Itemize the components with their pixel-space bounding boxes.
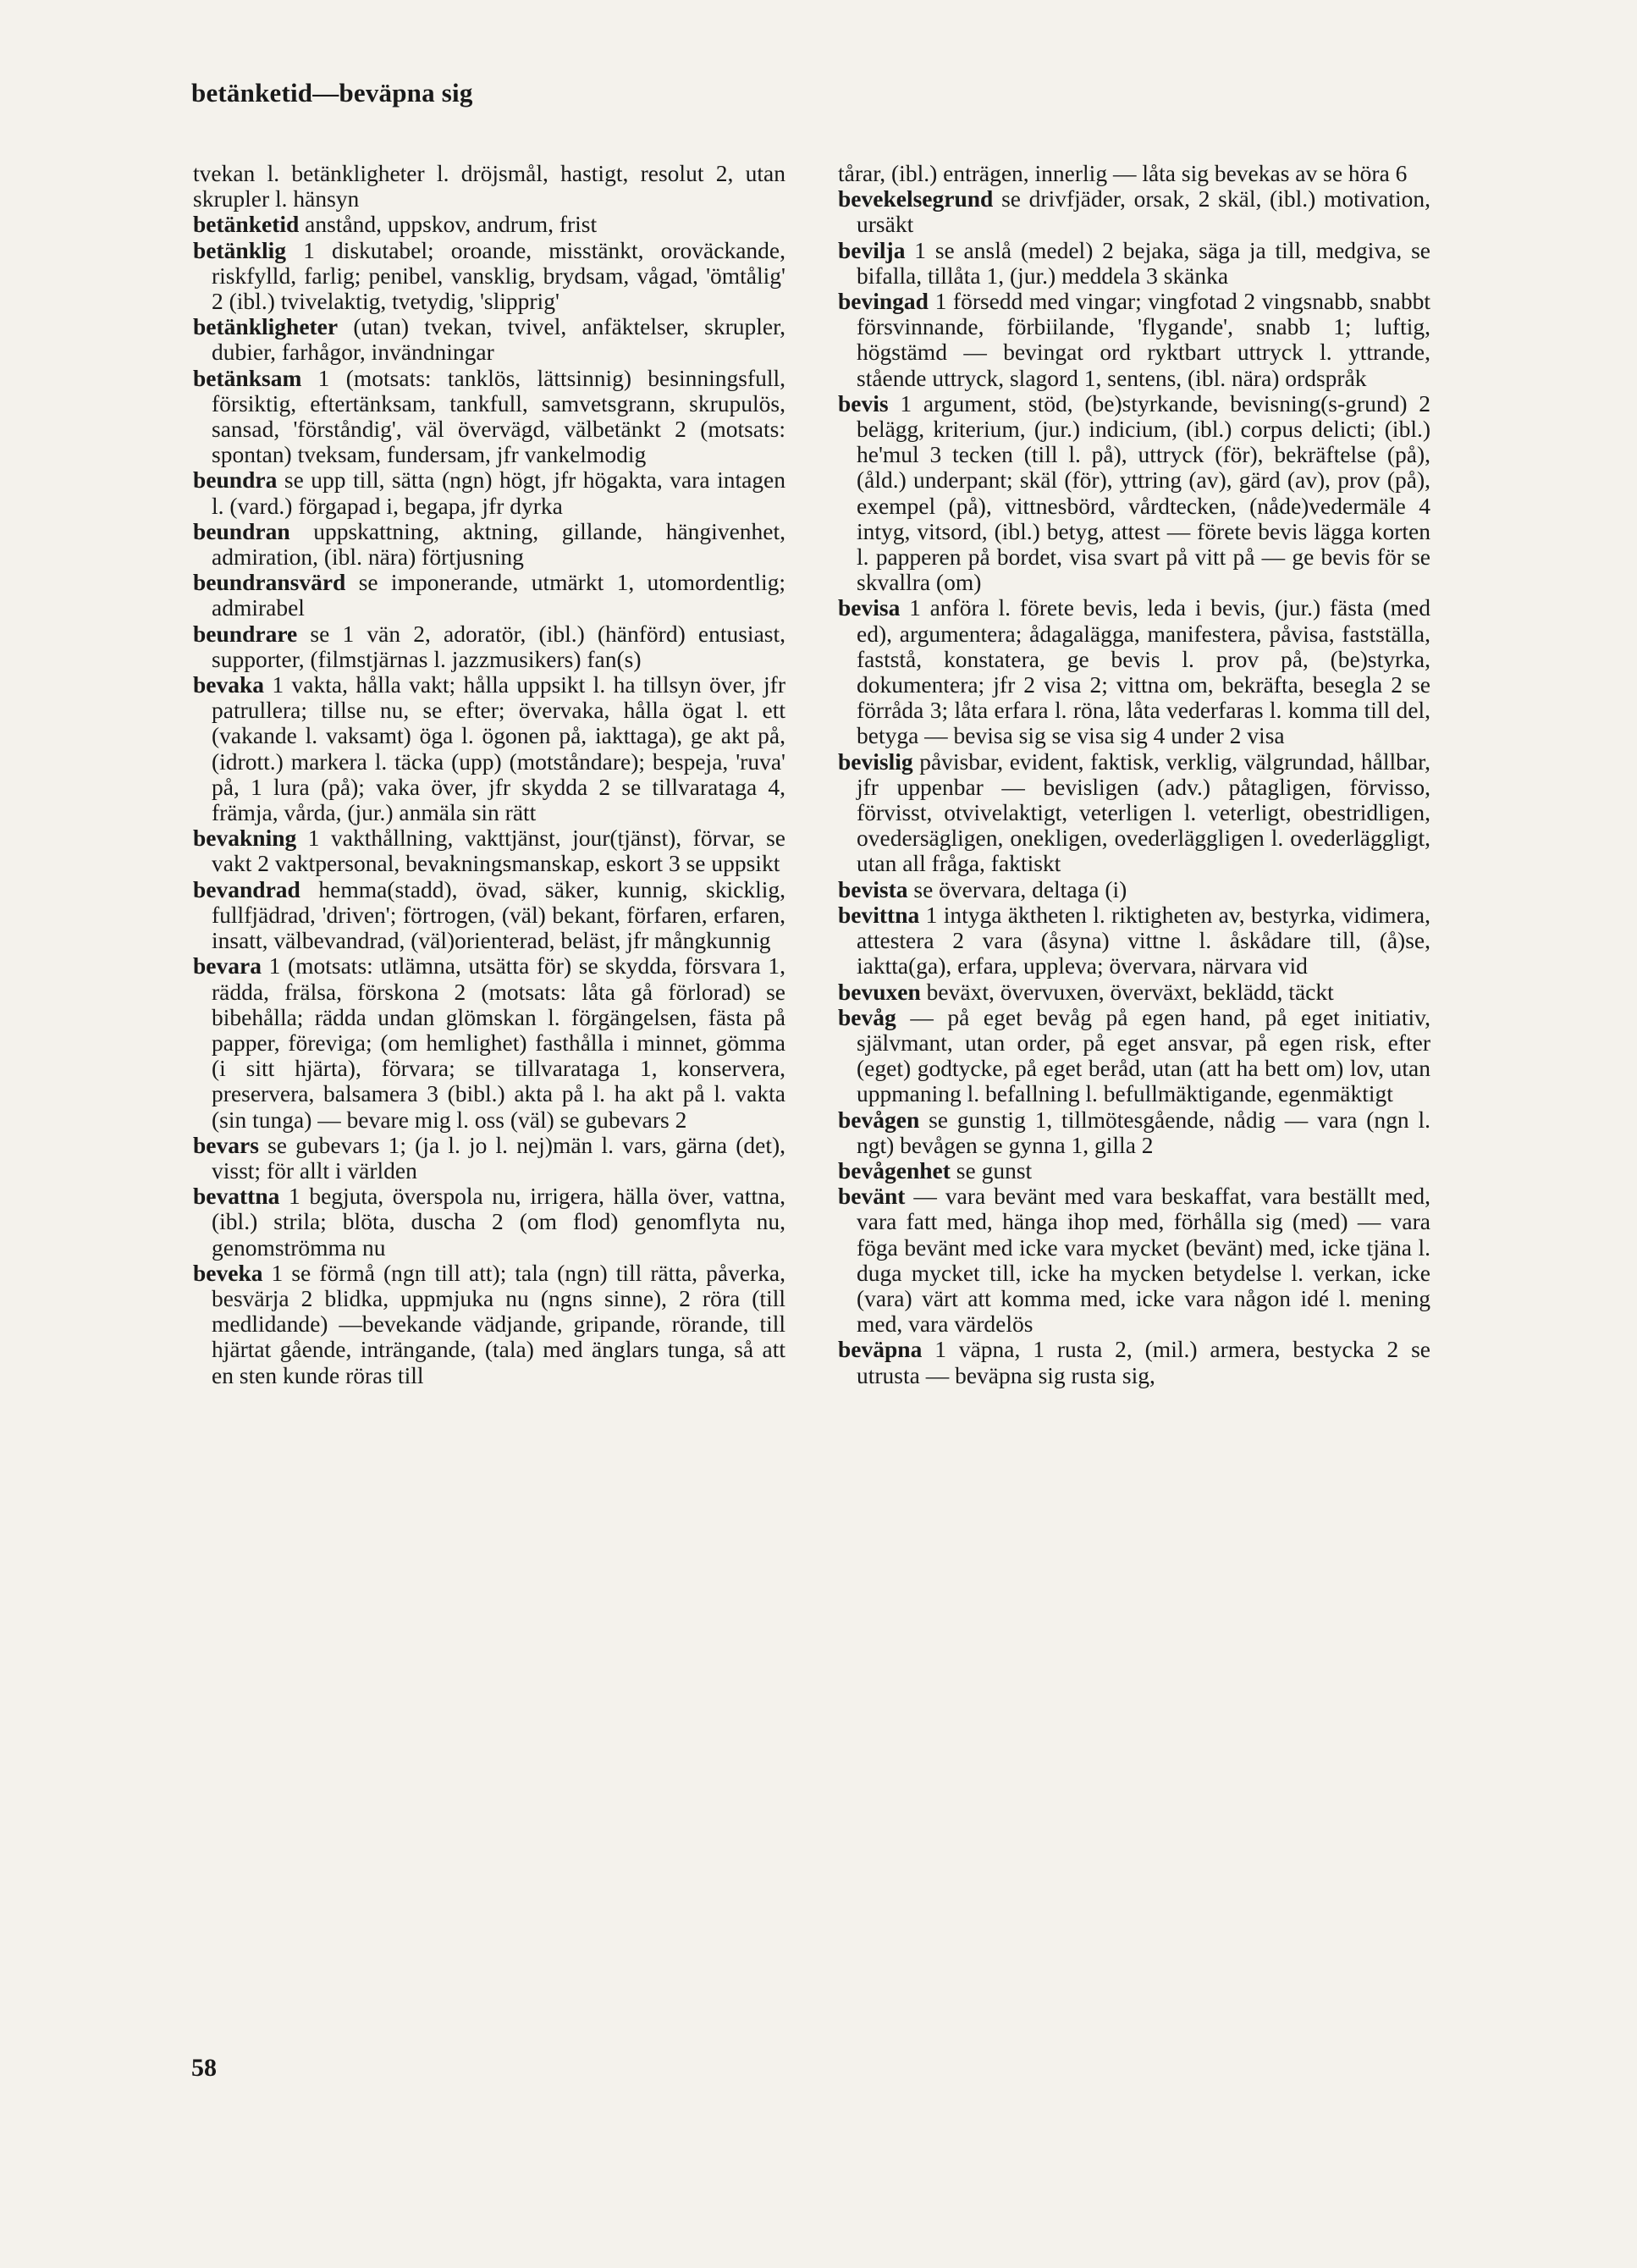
dictionary-entry (838, 979, 1430, 1005)
entry-definition: se gubevars 1; (ja l. jo l. nej)män l. vars, gärna (det), visst; för allt i världen (212, 1131, 786, 1184)
dictionary-entry (838, 902, 1430, 979)
entry-definition: (utan) tvekan, tvivel, anfäktelser, skrupler, dubier, farhågor, invändningar (212, 313, 786, 366)
dictionary-entry (838, 289, 1430, 391)
entry-definition: se upp till, sätta (ngn) högt, jfr högakta, vara intagen l. (vard.) förgapad i, begapa, jfr dyrka (212, 466, 786, 519)
dictionary-entry (838, 1184, 1430, 1337)
dictionary-entry (838, 1337, 1430, 1388)
entry-definition: 1 diskutabel; oroande, misstänkt, oroväckande, riskfylld, farlig; penibel, vansklig, brydsam, vågad, 'ömtålig' 2 (ibl.) tvivelaktig, tvetydig, 'slipprig' (212, 236, 785, 315)
entry-definition: se drivfjäder, orsak, 2 skäl, (ibl.) motivation, ursäkt (857, 185, 1431, 238)
dictionary-entry (193, 212, 785, 237)
entry-definition: hemma(stadd), övad, säker, kunnig, skicklig, fullfjädrad, 'driven'; förtrogen, (väl) bekant, förfaren, erfaren, insatt, välbevandrad, (väl)orienterad, beläst, jfr mångkunnig (212, 875, 786, 954)
headword: bevingad (838, 288, 929, 315)
entry-definition: tvekan l. betänkligheter l. dröjsmål, hastigt, resolut 2, utan skrupler l. hänsyn (193, 160, 785, 212)
headword: betänketid (193, 211, 300, 238)
entry-definition: se gunstig 1, tillmötesgående, nådig — vara (ngn l. ngt) bevågen se gynna 1, gilla 2 (857, 1106, 1430, 1158)
entry-definition: påvisbar, evident, faktisk, verklig, välgrundad, hållbar, jfr uppenbar — bevisligen (adv.) påtagligen, förvisso, förvisst, otvivelaktigt, veterligen l. veterligt, obestridligen, ovedersägligen, onekligen, ovederläggligen l. ovederläggligt, utan all fråga, faktiskt (857, 748, 1431, 877)
right-column (838, 161, 1430, 1388)
dictionary-entry (193, 366, 785, 468)
headword: betänksam (193, 364, 302, 391)
entry-definition: beväxt, övervuxen, överväxt, beklädd, täckt (926, 978, 1334, 1005)
entry-definition: 1 se förmå (ngn till att); tala (ngn) till rätta, påverka, besvärja 2 blidka, uppmjuka nu (ngns sinne), 2 röra (till medlidande) —bevekande vädjande, gripande, rörande, till hjärtat gående, inträngande, (tala) med änglars tunga, så att en sten kunde röras till (212, 1259, 785, 1388)
dictionary-entry (193, 161, 785, 212)
dictionary-entry (838, 749, 1430, 877)
dictionary-entry (193, 467, 785, 518)
entry-definition: se imponerande, utmärkt 1, utomordentlig; admirabel (212, 569, 785, 621)
headword: bevittna (838, 901, 920, 928)
entry-definition: 1 vakta, hålla vakt; hålla uppsikt l. ha tillsyn över, jfr patrullera; tillse nu, se efter; övervaka, hålla ögat l. ett (vakande l. vaksamt) öga l. ögonen på, iakttaga), ge akt på, (idrott.) markera l. täcka (upp) (motståndare); bespeja, 'ruva' på, 1 lura (på); vaka över, jfr skydda 2 se tillvarataga 4, främja, vårda, (jur.) anmäla sin rätt (212, 671, 786, 826)
dictionary-entry (193, 1133, 785, 1184)
entry-definition: 1 se anslå (medel) 2 bejaka, säga ja till, medgiva, se bifalla, tillåta 1, (jur.) meddela 3 skänka (857, 236, 1430, 289)
entry-definition: 1 begjuta, överspola nu, irrigera, hälla över, vattna, (ibl.) strila; blöta, duscha 2 (om flod) genomflyta nu, genomströmma nu (212, 1183, 786, 1261)
entry-definition: uppskattning, aktning, gillande, hängivenhet, admiration, (ibl. nära) förtjusning (212, 517, 785, 571)
headword: bevuxen (838, 978, 921, 1005)
headword: beundran (193, 517, 290, 544)
dictionary-entry (193, 314, 785, 365)
entry-definition: 1 väpna, 1 rusta 2, (mil.) armera, bestycka 2 se utrusta — beväpna sig rusta sig, (857, 1336, 1431, 1388)
entry-definition: 1 argument, stöd, (be)styrkande, bevisning(s-grund) 2 belägg, kriterium, (jur.) indicium, (ibl.) corpus delicti; (ibl.) he'mul 3 tecken (till l. på), uttryck (för), bekräftelse (på), (åld.) underpant; skäl (för), yttring (av), gärd (av), prov (på), exempel (på), vittnesbörd, vårdtecken, (nåde)vedermäle 4 intyg, vitsord, (ibl.) betyg, attest — förete bevis lägga korten l. papperen på bordet, visa svart på vitt på — ge bevis för se skvallra (om) (857, 389, 1431, 596)
entry-definition: 1 anföra l. förete bevis, leda i bevis, (jur.) fästa (med ed), argumentera; ådagalägga, manifestera, påvisa, fastställa, faststå, konstatera, ge bevis l. prov på, (be)styrka, dokumentera; jfr 2 visa 2; vittna om, bekräfta, besegla 2 se förråda 3; låta erfara l. röna, låta vederfaras l. komma till del, betyga — bevisa sig se visa sig 4 under 2 visa (857, 594, 1431, 749)
dictionary-entry (838, 1107, 1430, 1158)
dictionary-entry (193, 953, 785, 1132)
dictionary-entry (193, 238, 785, 315)
dictionary-entry (838, 595, 1430, 748)
headword: bevänt (838, 1183, 906, 1210)
headword: bevågen (838, 1106, 920, 1133)
entry-definition: 1 (motsats: tanklös, lättsinnig) besinningsfull, försiktig, eftertänksam, tankfull, samvetsgrann, skrupulös, sansad, 'förståndig', väl övervägd, välbetänkt 2 (motsats: spontan) tveksam, fundersam, jfr vankelmodig (212, 364, 785, 468)
running-head: betänketid—beväpna sig (191, 78, 473, 108)
dictionary-entry (193, 825, 785, 876)
entry-definition: 1 vakthållning, vakttjänst, jour(tjänst), förvar, se vakt 2 vaktpersonal, bevakningsmanskap, eskort 3 se uppsikt (212, 825, 786, 877)
headword: bevars (193, 1131, 259, 1158)
entry-definition: tårar, (ibl.) enträgen, innerlig — låta sig bevekas av se höra 6 (838, 160, 1408, 186)
dictionary-entry (193, 877, 785, 954)
left-column (193, 161, 785, 1388)
headword: bevisa (838, 594, 901, 621)
headword: bevågenhet (838, 1156, 951, 1184)
entry-definition: se gunst (956, 1156, 1033, 1184)
entry-definition: — vara bevänt med vara beskaffat, vara beställt med, vara fatt med, hänga ihop med, förhålla sig (med) — vara föga bevänt med icke vara mycket (bevänt) med, icke tjäna l. duga mycket till, icke ha mycken betydelse l. verkan, icke (vara) värt att komma med, icke vara någon idé l. mening med, vara värdelös (857, 1183, 1431, 1338)
headword: bevislig (838, 748, 913, 775)
entry-definition: se övervara, deltaga (i) (913, 875, 1127, 902)
entry-definition: 1 (motsats: utlämna, utsätta för) se skydda, försvara 1, rädda, frälsa, förskona 2 (motsats: låta gå förlorad) se bibehålla; rädda undan glömskan l. förgängelsen, fästa på papper, föreviga; (om hemlighet) fasthålla i minnet, gömma (i sitt hjärta), förvara; se tillvarataga 1, konservera, preservera, balsamera 3 (bibl.) akta på l. ha akt på l. vakta (sin tunga) — bevare mig l. oss (väl) se gubevars 2 (212, 952, 785, 1133)
entry-definition: 1 försedd med vingar; vingfotad 2 vingsnabb, snabbt försvinnande, förbiilande, 'flygande', snabb 1; luftig, högstämd — bevingat ord ryktbart uttryck l. yttrande, stående uttryck, slagord 1, sentens, (ibl. nära) ordspråk (857, 288, 1430, 391)
dictionary-entry (838, 1005, 1430, 1107)
dictionary-entry (838, 391, 1430, 596)
dictionary-entry (193, 672, 785, 825)
dictionary-entry (838, 877, 1430, 902)
dictionary-entry (193, 519, 785, 570)
headword: bevekelsegrund (838, 185, 994, 212)
entry-definition: — på eget bevåg på egen hand, på eget initiativ, självmant, utan order, på eget ansvar, på egen risk, efter (eget) godtycke, på eget beråd, utan (att ha bett om) lov, utan uppmaning l. befallning l. befullmäktigande, egenmäktigt (857, 1003, 1431, 1107)
dictionary-entry (838, 161, 1430, 186)
headword: bevåg (838, 1003, 896, 1030)
dictionary-entry (193, 621, 785, 672)
dictionary-entry (838, 238, 1430, 289)
dictionary-entry (838, 1158, 1430, 1184)
headword: bevilja (838, 236, 906, 263)
headword: bevis (838, 389, 889, 417)
headword: bevista (838, 875, 908, 902)
headword: beväpna (838, 1336, 923, 1363)
dictionary-entry (193, 570, 785, 621)
headword: beveka (193, 1259, 263, 1286)
dictionary-entry (193, 1261, 785, 1388)
headword: betänkligheter (193, 313, 339, 340)
headword: bevattna (193, 1183, 280, 1210)
headword: beundrare (193, 620, 298, 647)
headword: bevakning (193, 825, 297, 852)
headword: betänklig (193, 236, 287, 263)
entry-definition: 1 intyga äktheten l. riktigheten av, bestyrka, vidimera, attestera 2 vara (åsyna) vittne l. åskådare till, (å)se, iaktta(ga), erfara, uppleva; övervara, närvara vid (857, 901, 1431, 979)
dictionary-entry (838, 186, 1430, 237)
headword: beundransvärd (193, 569, 346, 596)
headword: bevara (193, 952, 262, 979)
entry-definition: anstånd, uppskov, andrum, frist (305, 211, 598, 238)
headword: bevandrad (193, 875, 300, 902)
headword: beundra (193, 466, 278, 494)
headword: bevaka (193, 671, 265, 698)
page-number: 58 (191, 2054, 217, 2082)
dictionary-entry (193, 1184, 785, 1261)
entry-definition: se 1 vän 2, adoratör, (ibl.) (hänförd) entusiast, supporter, (filmstjärnas l. jazzmusikers) fan(s) (212, 620, 785, 672)
